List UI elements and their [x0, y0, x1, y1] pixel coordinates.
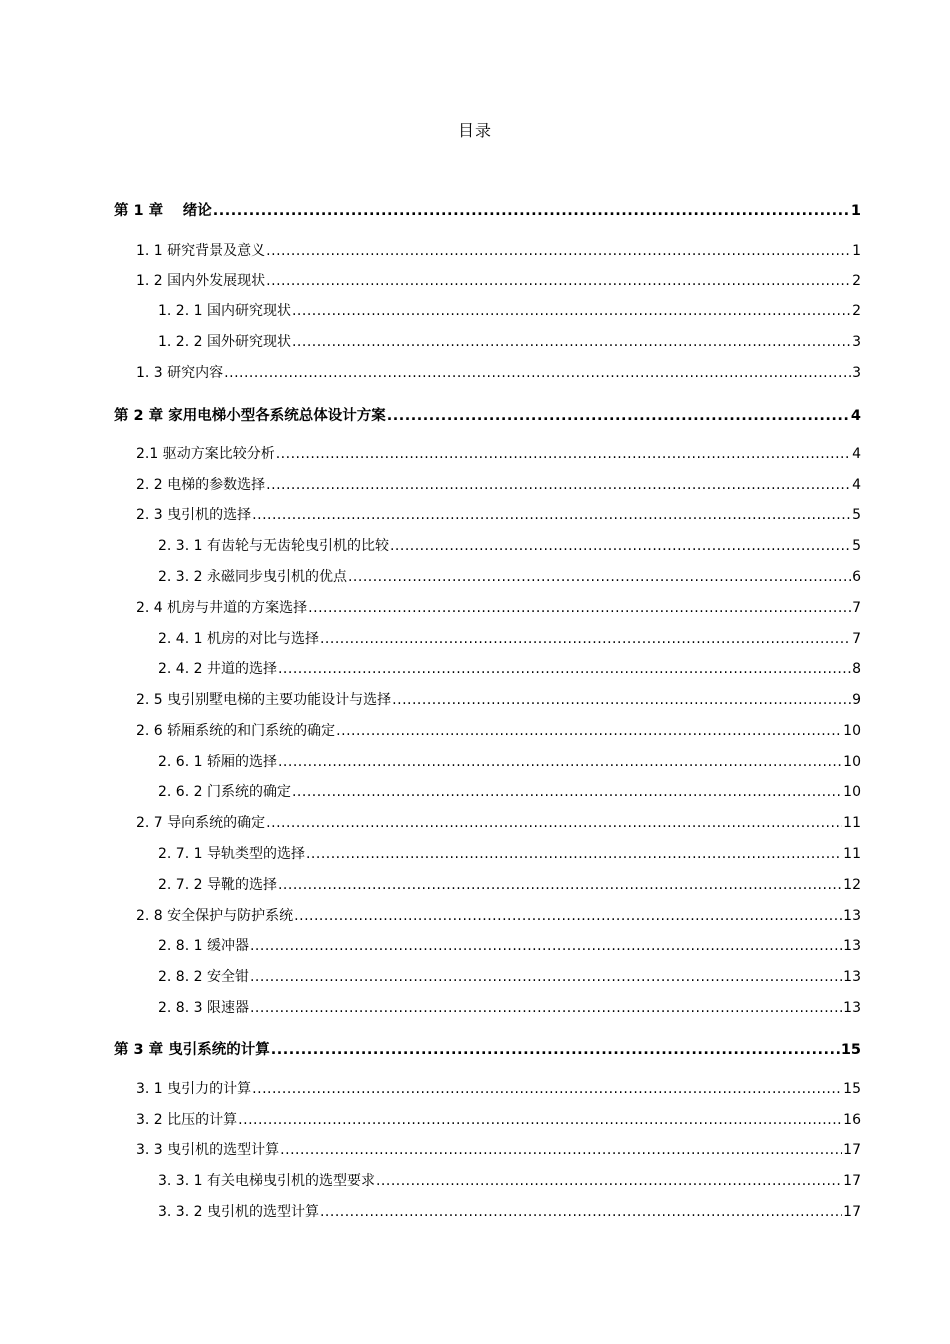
toc-entry-label: 2. 5 曳引别墅电梯的主要功能设计与选择: [136, 692, 392, 708]
toc-entry[interactable]: [158, 300, 861, 322]
toc-entry[interactable]: [158, 966, 861, 988]
toc-entry[interactable]: [158, 658, 861, 680]
toc-entry-label: 3. 3. 1 有关电梯曳引机的选型要求: [158, 1173, 375, 1189]
toc-entry-label: 2. 3. 2 永磁同步曳引机的优点: [158, 569, 347, 585]
dot-leader: [266, 270, 851, 292]
dot-leader: [278, 658, 851, 680]
toc-page-number: 10: [843, 784, 861, 800]
toc-entry[interactable]: [158, 997, 861, 1019]
toc-page-number: 7: [852, 631, 861, 647]
dot-leader: [250, 935, 842, 957]
toc-entry-label: 2. 8. 1 缓冲器: [158, 938, 249, 954]
toc-entry-label: 1. 2 国内外发展现状: [136, 273, 266, 289]
toc-entry-label: 2. 8 安全保护与防护系统: [136, 908, 294, 924]
dot-leader: [320, 628, 851, 650]
toc-entry-label: 2. 3 曳引机的选择: [136, 507, 252, 523]
toc-entry[interactable]: [136, 1078, 861, 1100]
toc-entry-label: 1. 3 研究内容: [136, 365, 224, 381]
toc-page-number: 3: [852, 365, 861, 381]
toc-entry-label: 2. 4. 1 机房的对比与选择: [158, 631, 319, 647]
toc-entry-label: 2. 3. 1 有齿轮与无齿轮曳引机的比较: [158, 538, 389, 554]
dot-leader: [320, 1201, 842, 1223]
toc-entry[interactable]: [114, 405, 861, 427]
dot-leader: [390, 535, 851, 557]
dot-leader: [306, 843, 842, 865]
dot-leader: [308, 597, 851, 619]
toc-page-number: 12: [843, 877, 861, 893]
toc-entry[interactable]: [136, 905, 861, 927]
toc-entry-label: 2.1 驱动方案比较分析: [136, 446, 275, 462]
toc-page-number: 1: [850, 203, 861, 219]
toc-page-number: 5: [852, 507, 861, 523]
toc-page-number: 8: [852, 661, 861, 677]
dot-leader: [294, 905, 842, 927]
toc-entry[interactable]: [136, 474, 861, 496]
toc-page-number: 7: [852, 600, 861, 616]
toc-entry[interactable]: [114, 1039, 861, 1061]
toc-entry[interactable]: [158, 331, 861, 353]
toc-entry[interactable]: [136, 240, 861, 262]
toc-page-number: 17: [843, 1204, 861, 1220]
toc-entry[interactable]: [136, 362, 861, 384]
toc-entry-label: 1. 2. 1 国内研究现状: [158, 303, 291, 319]
toc-entry[interactable]: [136, 443, 861, 465]
toc-entry-label: 2. 2 电梯的参数选择: [136, 477, 266, 493]
toc-entry[interactable]: [158, 874, 861, 896]
toc-entry[interactable]: [158, 535, 861, 557]
toc-entry-label: 2. 4. 2 井道的选择: [158, 661, 277, 677]
toc-page-number: 17: [843, 1173, 861, 1189]
toc-page-number: 4: [852, 477, 861, 493]
dot-leader: [266, 812, 842, 834]
toc-entry[interactable]: [158, 1201, 861, 1223]
toc-entry-label: 3. 3. 2 曳引机的选型计算: [158, 1204, 319, 1220]
toc-entry[interactable]: [136, 597, 861, 619]
toc-entry-label: 3. 2 比压的计算: [136, 1112, 238, 1128]
dot-leader: [292, 331, 851, 353]
toc-entry-label: 3. 1 曳引力的计算: [136, 1081, 252, 1097]
dot-leader: [348, 566, 851, 588]
dot-leader: [252, 1078, 842, 1100]
toc-page-number: 16: [843, 1112, 861, 1128]
dot-leader: [392, 689, 851, 711]
toc-page-number: 15: [843, 1081, 861, 1097]
dot-leader: [266, 240, 851, 262]
toc-page-number: 11: [843, 815, 861, 831]
toc-page-number: 4: [850, 408, 861, 424]
toc-entry-label: 2. 6 轿厢系统的和门系统的确定: [136, 723, 336, 739]
toc-page-number: 10: [843, 754, 861, 770]
toc-entry-label: 2. 6. 1 轿厢的选择: [158, 754, 277, 770]
dot-leader: [252, 504, 851, 526]
dot-leader: [278, 751, 842, 773]
toc-entry[interactable]: [158, 628, 861, 650]
toc-page-number: 5: [852, 538, 861, 554]
toc-page-number: 13: [843, 969, 861, 985]
toc-page-number: 10: [843, 723, 861, 739]
toc-title: 目录: [457, 121, 492, 140]
dot-leader: [278, 874, 842, 896]
toc-entry-label: 2. 4 机房与井道的方案选择: [136, 600, 308, 616]
toc-entry-label: 第 1 章 绪论: [114, 203, 212, 219]
toc-entry[interactable]: [136, 270, 861, 292]
toc-page-number: 13: [843, 938, 861, 954]
toc-entry[interactable]: [158, 566, 861, 588]
toc-entry-label: 2. 8. 3 限速器: [158, 1000, 249, 1016]
toc-page-number: 13: [843, 908, 861, 924]
toc-entry-label: 2. 6. 2 门系统的确定: [158, 784, 291, 800]
dot-leader: [224, 362, 851, 384]
dot-leader: [271, 1039, 840, 1061]
toc-page-number: 2: [852, 303, 861, 319]
toc-entry-label: 2. 7 导向系统的确定: [136, 815, 266, 831]
dot-leader: [250, 997, 842, 1019]
toc-entry-label: 1. 1 研究背景及意义: [136, 243, 266, 259]
toc-page-number: 6: [852, 569, 861, 585]
toc-page-number: 1: [852, 243, 861, 259]
toc-entry[interactable]: [158, 781, 861, 803]
toc-entry[interactable]: [158, 935, 861, 957]
toc-entry[interactable]: [158, 751, 861, 773]
toc-entry[interactable]: [114, 200, 861, 222]
toc-entry-label: 2. 7. 1 导轨类型的选择: [158, 846, 305, 862]
toc-page-number: 2: [852, 273, 861, 289]
toc-entry-label: 2. 8. 2 安全钳: [158, 969, 249, 985]
dot-leader: [213, 200, 850, 222]
dot-leader: [276, 443, 851, 465]
dot-leader: [292, 300, 851, 322]
toc-entry-label: 2. 7. 2 导靴的选择: [158, 877, 277, 893]
toc-entry-label: 1. 2. 2 国外研究现状: [158, 334, 291, 350]
toc-page-number: 9: [852, 692, 861, 708]
dot-leader: [336, 720, 842, 742]
toc-entry[interactable]: [136, 1139, 861, 1161]
toc-entry[interactable]: [136, 1109, 861, 1131]
toc-entry[interactable]: [136, 720, 861, 742]
toc-page-number: 17: [843, 1142, 861, 1158]
dot-leader: [292, 781, 842, 803]
dot-leader: [376, 1170, 842, 1192]
toc-entry-label: 第 2 章 家用电梯小型各系统总体设计方案: [114, 408, 386, 424]
toc-page-number: 13: [843, 1000, 861, 1016]
toc-page-number: 3: [852, 334, 861, 350]
dot-leader: [238, 1109, 842, 1131]
dot-leader: [250, 966, 842, 988]
toc-entry[interactable]: [158, 843, 861, 865]
toc-page-number: 15: [840, 1042, 861, 1058]
toc-entry[interactable]: [136, 812, 861, 834]
toc-entry[interactable]: [158, 1170, 861, 1192]
dot-leader: [266, 474, 851, 496]
toc-page-number: 11: [843, 846, 861, 862]
dot-leader: [387, 405, 850, 427]
toc-entry-label: 第 3 章 曳引系统的计算: [114, 1042, 270, 1058]
dot-leader: [280, 1139, 842, 1161]
toc-entry-label: 3. 3 曳引机的选型计算: [136, 1142, 280, 1158]
toc-entry[interactable]: [136, 689, 861, 711]
toc-entry[interactable]: [136, 504, 861, 526]
toc-page-number: 4: [852, 446, 861, 462]
